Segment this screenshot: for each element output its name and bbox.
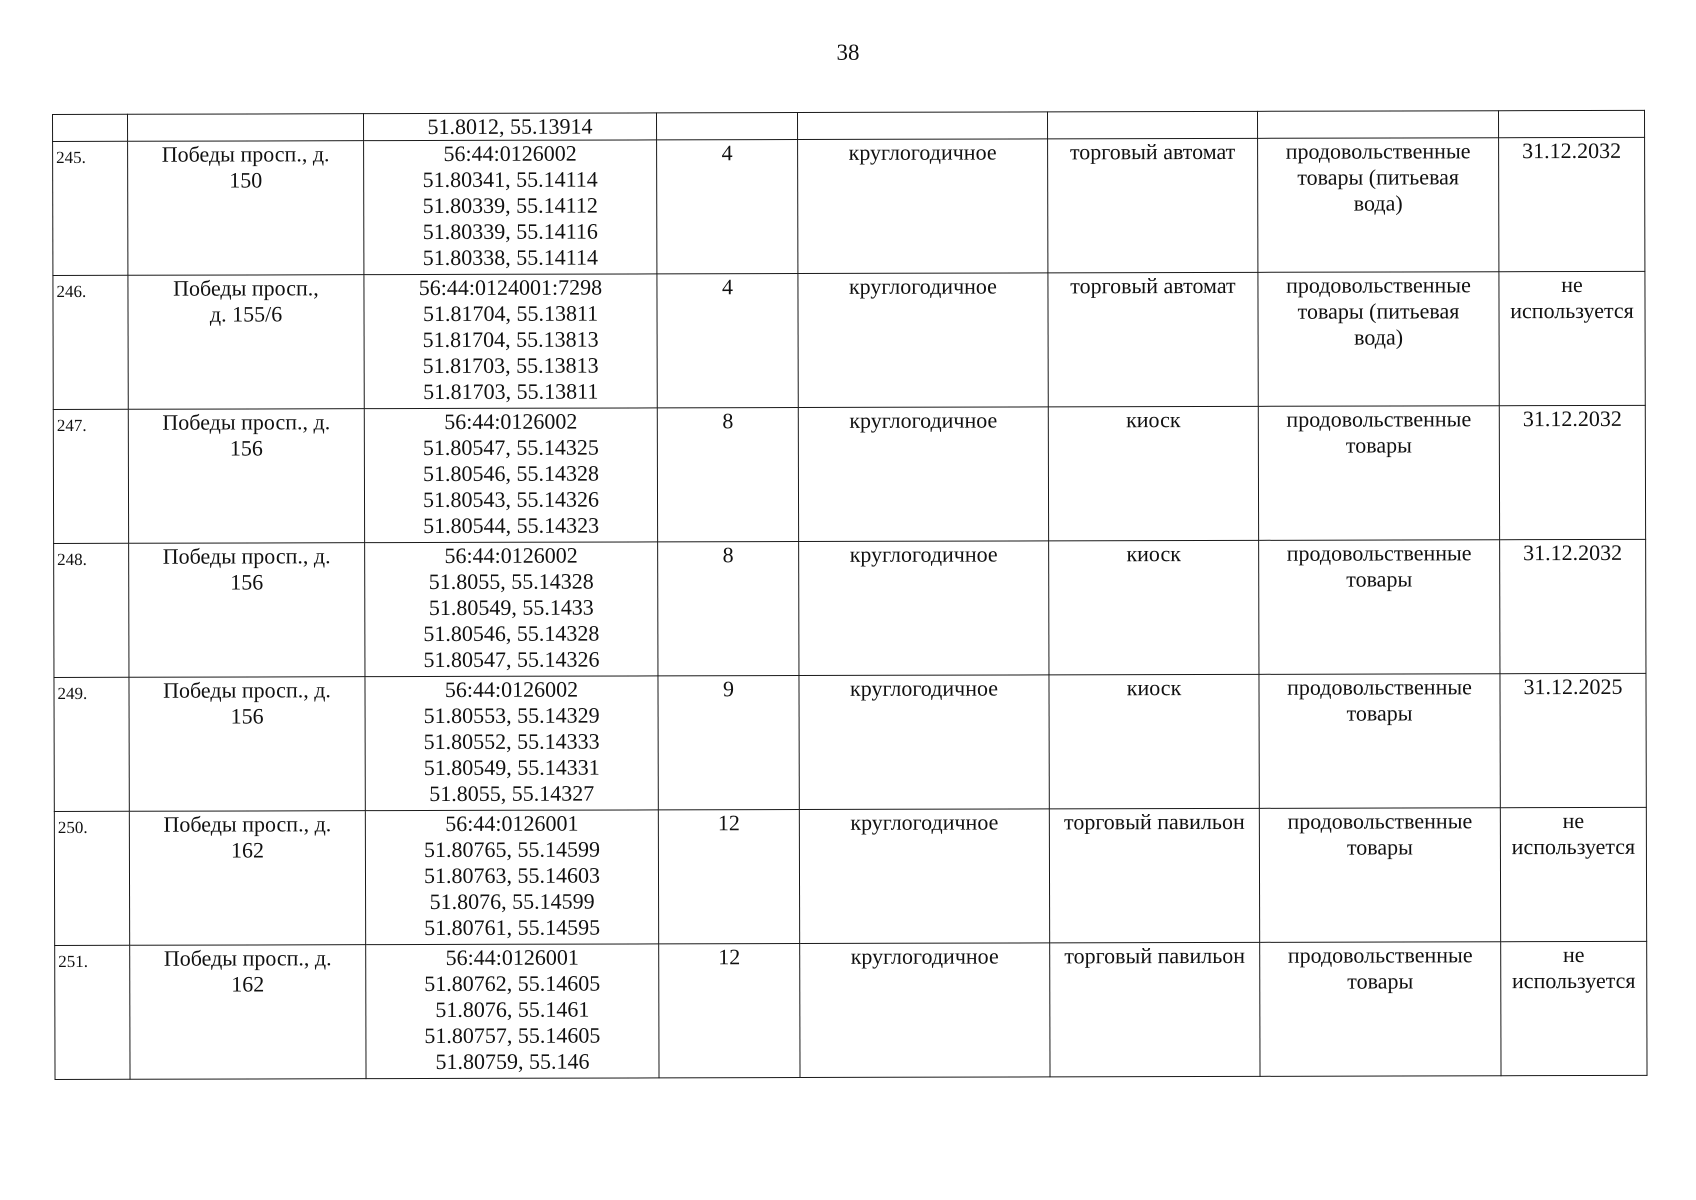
area-value: 12: [718, 944, 741, 970]
coord-line: 51.8076, 55.1461: [435, 996, 590, 1022]
term-line: используется: [1511, 833, 1636, 860]
cell-object-type: [1049, 674, 1259, 809]
cell-object-type: [1049, 808, 1259, 943]
term-line: используется: [1510, 297, 1634, 324]
object-type-value: киоск: [1126, 407, 1181, 433]
cell-term: [1500, 539, 1646, 673]
term-line: 31.12.2025: [1523, 673, 1623, 700]
cell-term: [1499, 137, 1645, 271]
specialization-line: товары (питьевая: [1297, 164, 1460, 190]
coord-line: 51.80552, 55.14333: [423, 728, 600, 755]
cell-term: [1500, 673, 1646, 807]
coord-line: 51.8012, 55.13914: [427, 113, 593, 140]
object-type-value: торговый автомат: [1070, 272, 1236, 299]
cadastre-number: 56:44:0126001: [445, 944, 579, 970]
period-value: круглогодичное: [848, 273, 997, 299]
area-value: 8: [722, 542, 734, 568]
address-line: Победы просп., д.: [162, 409, 331, 435]
specialization-line: товары: [1347, 968, 1414, 994]
cell-num: [53, 409, 128, 543]
continuation-row: [53, 110, 1645, 141]
page-number: 38: [836, 40, 860, 65]
cell-coords: [365, 676, 658, 811]
coord-line: 51.80765, 55.14599: [423, 836, 600, 863]
object-type-value: торговый павильон: [1063, 808, 1245, 835]
period-value: круглогодичное: [849, 407, 998, 433]
cell-coords: [364, 113, 657, 141]
cell-specialization: [1259, 808, 1500, 943]
cell-period: [799, 541, 1049, 676]
coord-line: 51.8055, 55.14328: [428, 568, 594, 595]
cell-specialization: [1257, 111, 1498, 139]
coord-line: 51.80339, 55.14112: [422, 192, 598, 219]
address-line: Победы просп., д.: [162, 543, 331, 569]
address-line: Победы просп., д.: [163, 811, 332, 837]
cell-area: [657, 140, 798, 274]
cell-term: [1499, 271, 1645, 405]
cell-object-type: [1047, 111, 1257, 139]
address-line: 162: [231, 971, 265, 997]
specialization-line: продовольственные: [1286, 540, 1472, 566]
address-line: Победы просп., д.: [163, 945, 332, 971]
cell-num: [54, 677, 129, 811]
cell-area: [659, 944, 800, 1078]
table-body: [53, 110, 1648, 1079]
address-line: д. 155/6: [209, 301, 283, 327]
cell-specialization: [1258, 272, 1499, 407]
cell-address: [129, 677, 365, 812]
cell-coords: [364, 408, 657, 543]
term-line: 31.12.2032: [1523, 539, 1623, 566]
specialization-line: продовольственные: [1287, 808, 1473, 834]
cell-address: [128, 114, 364, 142]
coord-line: 51.81704, 55.13813: [422, 326, 599, 353]
cell-coords: [364, 140, 657, 275]
coord-line: 51.80757, 55.14605: [424, 1022, 601, 1049]
row-number: 250.: [57, 817, 88, 837]
coord-line: 51.80339, 55.14116: [422, 218, 598, 245]
cell-term: [1501, 941, 1647, 1075]
address-line: 162: [230, 837, 264, 863]
cell-num: [53, 141, 128, 275]
term-line: не: [1561, 271, 1583, 298]
cell-specialization: [1258, 406, 1499, 541]
table-row: [54, 673, 1646, 811]
period-value: круглогодичное: [850, 809, 999, 835]
cell-coords: [366, 944, 659, 1079]
address-line: Победы просп., д.: [163, 677, 331, 703]
cell-address: [129, 543, 365, 678]
specialization-line: продовольственные: [1286, 406, 1472, 432]
coord-line: 51.80549, 55.14331: [423, 754, 600, 781]
area-value: 12: [717, 810, 740, 836]
area-value: 4: [721, 274, 733, 300]
area-value: 4: [721, 140, 733, 166]
coord-line: 51.81703, 55.13813: [422, 352, 599, 379]
object-type-value: киоск: [1126, 541, 1181, 567]
cell-area: [658, 542, 799, 676]
cell-area: [658, 676, 799, 810]
row-number: 247.: [56, 415, 87, 435]
row-number: 249.: [57, 683, 88, 703]
cell-term: [1499, 405, 1645, 539]
coord-line: 51.80544, 55.14323: [423, 512, 600, 539]
address-line: 156: [229, 435, 263, 461]
cell-area: [657, 408, 798, 542]
cell-period: [799, 809, 1049, 944]
cell-specialization: [1259, 540, 1500, 675]
table-row: [53, 137, 1645, 275]
coord-line: 51.80761, 55.14595: [424, 914, 601, 941]
term-line: не: [1562, 941, 1585, 968]
cell-address: [129, 811, 365, 946]
cell-address: [128, 141, 364, 276]
row-number: 246.: [56, 281, 87, 301]
row-number: 245.: [56, 147, 86, 167]
cell-coords: [364, 274, 657, 409]
cell-period: [800, 943, 1050, 1078]
coord-line: 51.81703, 55.13811: [423, 378, 599, 405]
specialization-line: товары: [1346, 700, 1413, 726]
cadastre-number: 56:44:0126002: [444, 408, 578, 434]
object-type-value: торговый павильон: [1064, 942, 1246, 969]
coord-line: 51.80549, 55.1433: [428, 594, 594, 621]
coord-line: 51.80553, 55.14329: [423, 702, 600, 729]
address-line: Победы просп., д.: [161, 141, 330, 167]
cell-area: [658, 810, 799, 944]
term-line: используется: [1511, 967, 1636, 994]
cell-object-type: [1048, 406, 1258, 541]
period-value: круглогодичное: [849, 675, 999, 701]
cell-object-type: [1049, 540, 1259, 675]
table-row: [54, 807, 1646, 945]
coord-line: 51.80547, 55.14326: [423, 646, 600, 673]
specialization-line: продовольственные: [1285, 138, 1471, 164]
coord-line: 51.80762, 55.14605: [424, 970, 601, 997]
address-line: 156: [230, 703, 264, 729]
cell-num: [53, 114, 128, 141]
period-value: круглогодичное: [848, 139, 997, 165]
address-line: 156: [230, 569, 264, 595]
specialization-line: товары (питьевая: [1297, 298, 1460, 324]
address-line: 150: [229, 167, 263, 193]
object-type-value: торговый автомат: [1069, 138, 1236, 165]
specialization-line: продовольственные: [1287, 942, 1473, 968]
table-row: [53, 271, 1645, 409]
cadastre-number: 56:44:0126002: [444, 676, 579, 702]
cell-term: [1498, 110, 1644, 137]
coord-line: 51.80546, 55.14328: [422, 460, 599, 487]
cell-address: [130, 945, 366, 1080]
coord-line: 51.8055, 55.14327: [429, 780, 595, 807]
cadastre-number: 56:44:0124001:7298: [418, 274, 603, 301]
row-number: 248.: [57, 549, 87, 569]
table-row: [53, 405, 1645, 543]
cell-coords: [365, 810, 658, 945]
object-type-value: киоск: [1126, 675, 1182, 701]
term-line: 31.12.2032: [1522, 137, 1622, 164]
specialization-line: товары: [1345, 432, 1412, 458]
cell-area: [656, 113, 797, 140]
cell-specialization: [1258, 138, 1499, 273]
area-value: 9: [722, 676, 735, 702]
cell-object-type: [1050, 942, 1260, 1077]
coord-line: 51.80338, 55.14114: [422, 244, 599, 271]
term-line: 31.12.2032: [1522, 405, 1622, 432]
cell-specialization: [1260, 942, 1501, 1077]
cell-address: [128, 275, 364, 410]
cell-object-type: [1048, 138, 1258, 273]
address-line: Победы просп.,: [173, 275, 319, 301]
cadastre-number: 56:44:0126001: [445, 810, 579, 836]
coord-line: 51.80759, 55.146: [435, 1048, 590, 1074]
cell-num: [54, 543, 129, 677]
coord-line: 51.8076, 55.14599: [429, 888, 595, 915]
cell-num: [54, 811, 129, 945]
specialization-line: продовольственные: [1286, 272, 1471, 298]
specialization-line: продовольственные: [1287, 674, 1472, 700]
cadastre-number: 56:44:0126002: [444, 542, 578, 568]
cell-address: [128, 409, 364, 544]
cell-num: [53, 275, 128, 409]
coord-line: 51.80543, 55.14326: [422, 486, 600, 513]
coord-line: 51.80546, 55.14328: [423, 620, 600, 647]
cell-period: [798, 407, 1048, 542]
coord-line: 51.80763, 55.14603: [423, 862, 601, 889]
cell-term: [1500, 807, 1646, 941]
specialization-line: товары: [1346, 566, 1413, 592]
cell-period: [799, 675, 1049, 810]
cell-period: [798, 273, 1048, 408]
cell-specialization: [1259, 674, 1500, 809]
coord-line: 51.80547, 55.14325: [422, 434, 599, 461]
period-value: круглогодичное: [849, 541, 998, 567]
cell-coords: [365, 542, 658, 677]
area-value: 8: [722, 408, 734, 434]
specialization-line: вода): [1353, 190, 1403, 216]
cell-period: [798, 139, 1048, 274]
coord-line: 51.80341, 55.14114: [422, 166, 598, 193]
cell-object-type: [1048, 272, 1258, 407]
registry-table: [52, 110, 1648, 1080]
cell-num: [55, 945, 130, 1079]
cadastre-number: 56:44:0126002: [443, 140, 577, 166]
period-value: круглогодичное: [850, 943, 999, 969]
cell-period: [797, 112, 1047, 140]
table-row: [55, 941, 1647, 1079]
specialization-line: вода): [1354, 324, 1404, 350]
cell-area: [657, 274, 798, 408]
coord-line: 51.81704, 55.13811: [422, 300, 599, 327]
table-row: [54, 539, 1646, 677]
term-line: не: [1562, 807, 1585, 834]
specialization-line: товары: [1346, 834, 1413, 860]
row-number: 251.: [58, 951, 88, 971]
